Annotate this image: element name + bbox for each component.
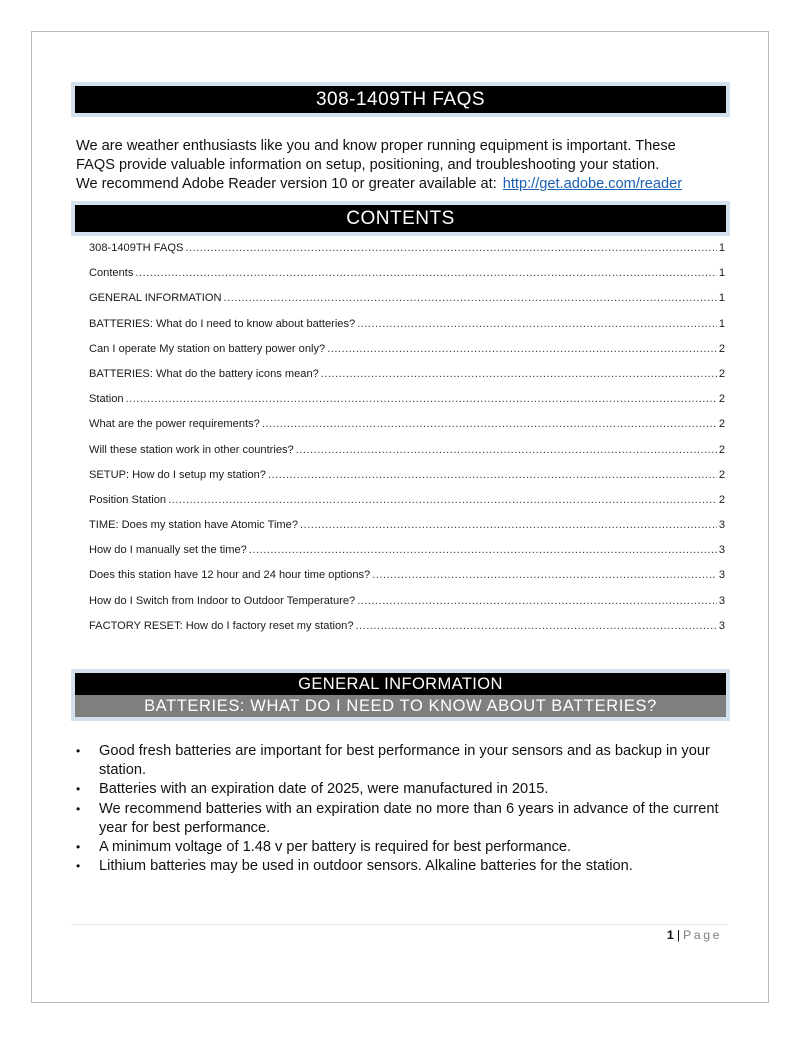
toc-leader (168, 494, 717, 506)
toc-entry-page: 2 (718, 468, 725, 481)
toc-entry-title: Can I operate My station on battery power only? (89, 342, 326, 355)
toc-entry[interactable] (89, 569, 725, 594)
toc-leader (357, 318, 717, 330)
page-footer (667, 928, 722, 942)
title-banner (71, 82, 730, 117)
toc-entry[interactable] (89, 595, 725, 620)
toc-entry-title: Will these station work in other countries? (89, 443, 294, 456)
toc-leader (135, 267, 716, 279)
page-number: 1 (666, 928, 674, 942)
intro-paragraph (76, 137, 736, 194)
toc-entry[interactable] (89, 418, 725, 443)
toc-entry[interactable] (89, 494, 725, 519)
batteries-heading: BATTERIES: WHAT DO I NEED TO KNOW ABOUT BATTERIES? (75, 695, 726, 717)
bullet-icon: • (76, 801, 81, 816)
contents-heading: CONTENTS (75, 205, 726, 232)
toc-entry-page: 3 (718, 569, 725, 582)
toc-entry-title: BATTERIES: What do I need to know about batteries? (89, 317, 356, 330)
toc-entry-title: Contents (89, 267, 134, 280)
toc-entry-page: 2 (718, 418, 725, 431)
toc-entry[interactable] (89, 620, 725, 645)
toc-entry-page: 2 (718, 393, 725, 406)
toc-entry-title: Does this station have 12 hour and 24 hour time options? (89, 569, 371, 582)
toc-entry-title: What are the power requirements? (89, 418, 260, 431)
intro-line (76, 175, 736, 194)
list-item-text: Batteries with an expiration date of 2025, were manufactured in 2015. (99, 781, 549, 798)
page-label: Page (683, 928, 722, 942)
toc-entry[interactable] (89, 393, 725, 418)
toc-entry[interactable] (89, 469, 725, 494)
toc-entry-page: 1 (718, 317, 725, 330)
toc-entry[interactable] (89, 318, 725, 343)
toc-leader (357, 595, 717, 607)
toc-entry-title: How do I Switch from Indoor to Outdoor Temperature? (89, 594, 356, 607)
footer-divider (71, 924, 728, 925)
toc-entry[interactable] (89, 292, 725, 317)
toc-entry[interactable] (89, 444, 725, 469)
toc-entry-page: 1 (718, 292, 725, 305)
toc-entry[interactable] (89, 544, 725, 569)
toc-leader (262, 418, 717, 430)
toc-entry-title: TIME: Does my station have Atomic Time? (89, 519, 299, 532)
list-item (76, 857, 726, 876)
footer-separator: | (676, 928, 681, 942)
list-item-text: We recommend batteries with an expiration date no more than 6 years in advance of the current year for best performance. (99, 800, 719, 836)
bullet-icon: • (76, 782, 81, 797)
bullet-icon: • (76, 840, 81, 855)
toc-entry-title: Position Station (89, 493, 167, 506)
toc-leader (249, 544, 717, 556)
toc-leader (224, 292, 717, 304)
bullet-icon: • (76, 744, 81, 758)
toc-entry-page: 2 (718, 493, 725, 506)
list-item (76, 800, 726, 838)
toc-entry-title: FACTORY RESET: How do I factory reset my station? (89, 619, 354, 632)
toc-leader (372, 569, 717, 581)
toc-entry[interactable] (89, 267, 725, 292)
toc-leader (268, 469, 717, 481)
bullet-icon: • (76, 859, 81, 874)
intro-line-text: We recommend Adobe Reader version 10 or greater available at: (76, 176, 497, 192)
toc-leader (300, 519, 717, 531)
toc-entry[interactable] (89, 368, 725, 393)
toc-entry[interactable] (89, 519, 725, 544)
adobe-reader-link[interactable]: http://get.adobe.com/reader (502, 176, 683, 192)
toc-entry-page: 1 (718, 242, 725, 254)
toc-entry-page: 3 (718, 544, 725, 557)
toc-entry-page: 2 (718, 367, 725, 380)
toc-entry-title: How do I manually set the time? (89, 544, 247, 557)
toc-entry-page: 3 (718, 519, 725, 532)
list-item-text: Lithium batteries may be used in outdoor sensors. Alkaline batteries for the station. (99, 858, 633, 875)
intro-line: FAQS provide valuable information on setup, positioning, and troubleshooting your station. (76, 157, 660, 173)
toc-entry[interactable] (89, 343, 725, 368)
toc-leader (185, 242, 716, 254)
toc-leader (126, 393, 717, 405)
toc-entry-page: 1 (718, 267, 725, 280)
toc-entry-page: 2 (718, 342, 725, 355)
toc-leader (296, 444, 717, 456)
toc-leader (356, 620, 717, 632)
toc-entry[interactable] (89, 242, 725, 267)
toc-entry-page: 2 (718, 443, 725, 456)
toc-entry-title: BATTERIES: What do the battery icons mean? (89, 367, 319, 380)
toc-entry-page: 3 (718, 619, 725, 632)
list-item (76, 838, 726, 857)
intro-line: We are weather enthusiasts like you and know proper running equipment is important. These (76, 138, 676, 154)
list-item-text: Good fresh batteries are important for best performance in your sensors and as backup in your station. (99, 743, 710, 779)
toc-entry-page: 3 (718, 594, 725, 607)
general-information-banner (71, 669, 730, 721)
general-information-heading: GENERAL INFORMATION (75, 673, 726, 695)
list-item (76, 780, 726, 799)
toc-leader (321, 368, 717, 380)
toc-entry-title: SETUP: How do I setup my station? (89, 468, 266, 481)
toc-leader (327, 343, 717, 355)
batteries-bullet-list (76, 742, 726, 876)
table-of-contents (89, 242, 725, 645)
contents-banner (71, 201, 730, 236)
list-item (76, 742, 726, 780)
toc-entry-title: GENERAL INFORMATION (89, 292, 222, 305)
list-item-text: A minimum voltage of 1.48 v per battery is required for best performance. (99, 839, 572, 856)
page-title: 308-1409TH FAQS (75, 86, 726, 113)
toc-entry-title: Station (89, 393, 124, 406)
toc-entry-title: 308-1409TH FAQS (89, 242, 184, 254)
